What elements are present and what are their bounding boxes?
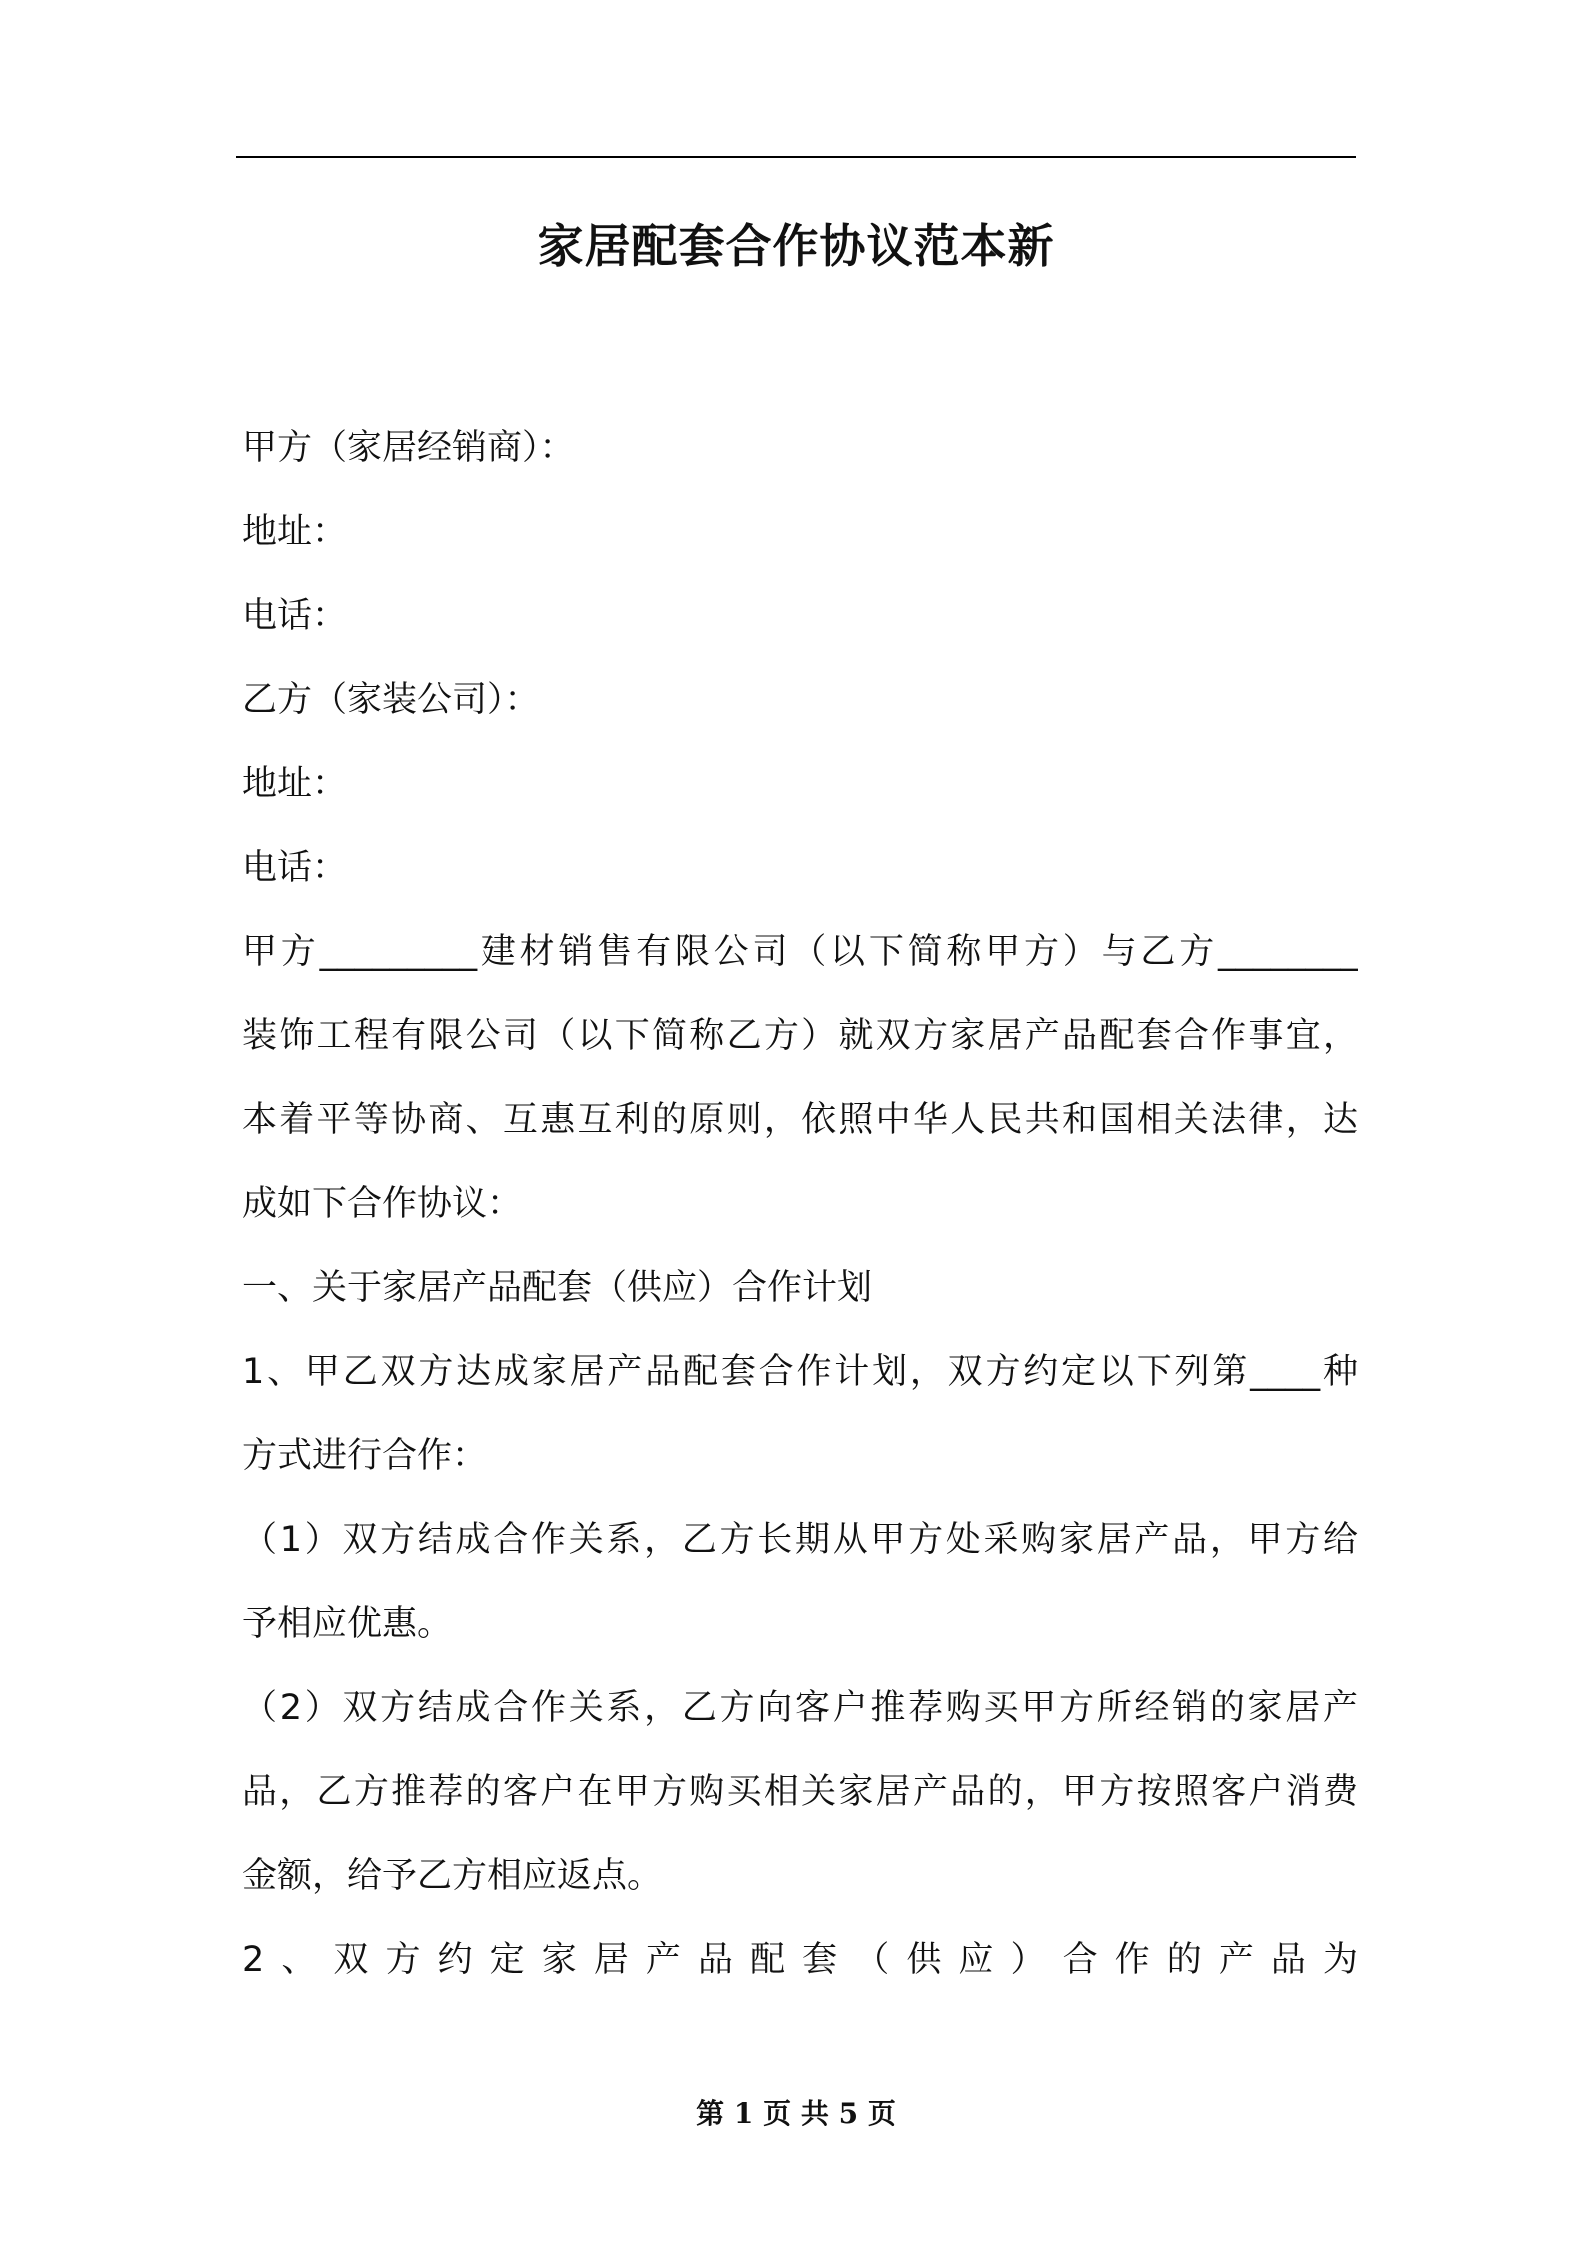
party-b-label: 乙方（家装公司）： — [242, 680, 540, 720]
preamble-line-4: 成如下合作协议： — [242, 1184, 523, 1224]
preamble-line-2: 装饰工程有限公司（以下简称乙方）就双方家居产品配套合作事宜， — [242, 1016, 1358, 1056]
option-2-line-2: 品，乙方推荐的客户在甲方购买相关家居产品的，甲方按照客户消费 — [242, 1772, 1358, 1812]
party-b-phone: 电话： — [242, 848, 348, 888]
section-heading-1: 一、关于家居产品配套（供应）合作计划 — [242, 1268, 873, 1308]
party-a-address: 地址： — [242, 512, 348, 552]
party-a-label: 甲方（家居经销商）： — [242, 428, 575, 468]
clause-1-line-2: 方式进行合作： — [242, 1436, 488, 1476]
party-a-phone: 电话： — [242, 596, 348, 636]
option-1-line-2: 予相应优惠。 — [242, 1604, 453, 1644]
header-rule — [236, 156, 1356, 158]
document-body — [242, 406, 1358, 2002]
page-footer: 第 1 页 共 5 页 — [696, 2097, 896, 2130]
party-b-address: 地址： — [242, 764, 348, 804]
clause-1-line-1: 1、甲乙双方达成家居产品配套合作计划，双方约定以下列第____种 — [242, 1352, 1358, 1392]
clause-2-line-1: 2、双方约定家居产品配套（供应）合作的产品为 — [242, 1940, 1358, 1980]
option-2-line-1: （2）双方结成合作关系，乙方向客户推荐购买甲方所经销的家居产 — [242, 1688, 1358, 1728]
preamble-line-1: 甲方_________建材销售有限公司（以下简称甲方）与乙方________ — [242, 932, 1358, 972]
document-title: 家居配套合作协议范本新 — [537, 219, 1055, 273]
option-2-line-3: 金额，给予乙方相应返点。 — [242, 1856, 663, 1896]
option-1-line-1: （1）双方结成合作关系，乙方长期从甲方处采购家居产品，甲方给 — [242, 1520, 1358, 1560]
preamble-line-3: 本着平等协商、互惠互利的原则，依照中华人民共和国相关法律，达 — [242, 1100, 1358, 1140]
